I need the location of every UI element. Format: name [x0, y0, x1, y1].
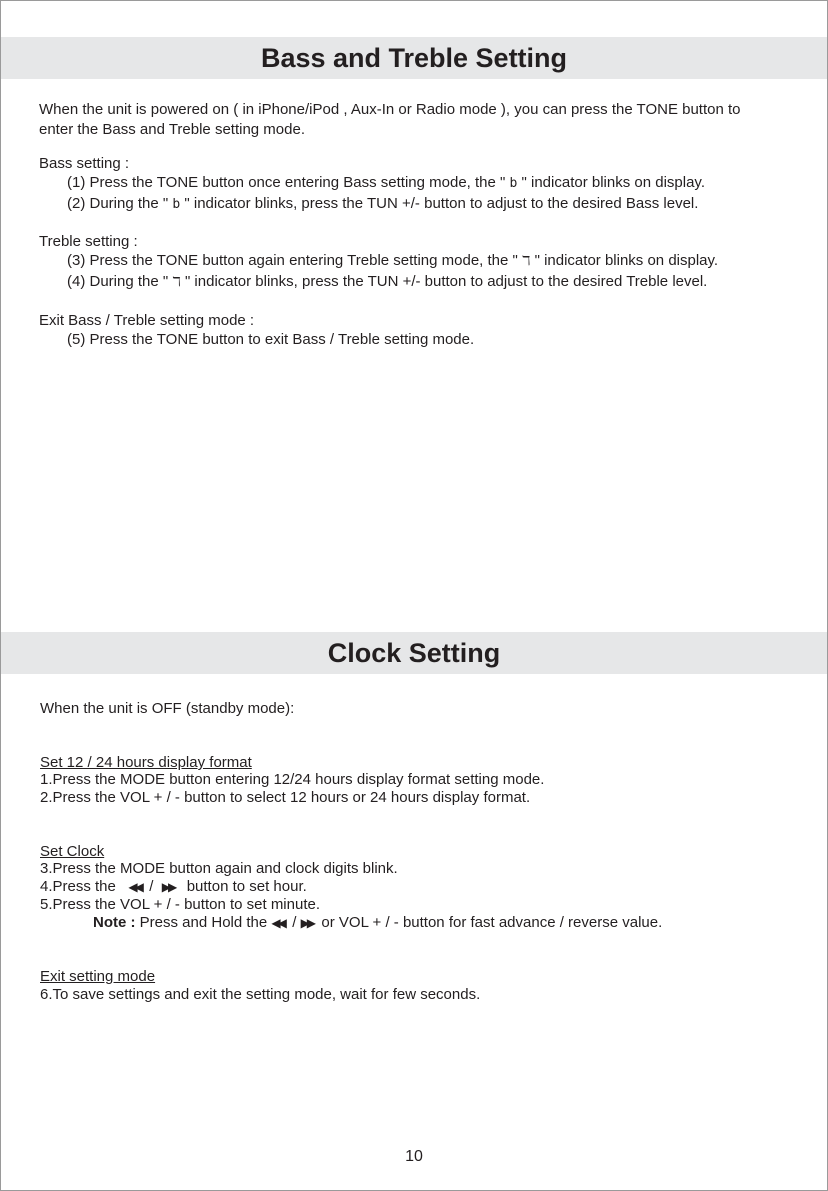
treble-indicator-glyph: ℸ: [172, 275, 181, 290]
clock-title: Clock Setting: [327, 637, 501, 668]
exit-setting-heading: Exit setting mode: [40, 968, 156, 985]
clock-step-1: 1.Press the MODE button entering 12/24 hours display format setting mode.: [40, 771, 545, 788]
rewind-icon: ◀◀: [271, 916, 284, 930]
bass-step-2-text-b: " indicator blinks, press the TUN +/- button to adjust to the desired Bass level.: [184, 195, 699, 212]
clock-step-3: 3.Press the MODE button again and clock digits blink.: [40, 860, 398, 877]
clock-step-5: 5.Press the VOL + / - button to set minute.: [40, 896, 321, 913]
exit-bass-treble-heading: Exit Bass / Treble setting mode :: [39, 312, 255, 329]
slash: /: [149, 878, 154, 895]
set-clock-heading: Set Clock: [40, 843, 105, 860]
bass-treble-title-band: [1, 37, 827, 79]
treble-setting-heading: Treble setting :: [39, 233, 138, 250]
clock-step-6: 6.To save settings and exit the setting mode, wait for few seconds.: [40, 986, 481, 1003]
clock-title-band: [1, 632, 827, 674]
bass-treble-intro-line1: When the unit is powered on ( in iPhone/iPod , Aux-In or Radio mode ), you can press the TONE button to: [39, 101, 741, 118]
clock-intro: When the unit is OFF (standby mode):: [40, 700, 295, 717]
rewind-icon: ◀◀: [128, 880, 141, 894]
bass-treble-title: Bass and Treble Setting: [260, 42, 568, 73]
treble-step-3-text-b: " indicator blinks on display.: [534, 252, 719, 269]
page-number: 10: [405, 1148, 423, 1165]
treble-step-3-text-a: (3) Press the TONE button again entering Treble setting mode, the ": [67, 252, 518, 269]
slash: /: [292, 914, 297, 931]
bass-step-1-text-a: (1) Press the TONE button once entering Bass setting mode, the ": [67, 174, 506, 191]
note-text-a: Press and Hold the: [139, 914, 268, 931]
treble-indicator-glyph: ℸ: [522, 254, 531, 269]
bass-step-1-text-b: " indicator blinks on display.: [521, 174, 705, 191]
bass-indicator-glyph: b: [509, 176, 518, 191]
clock-step-4-text-b: button to set hour.: [186, 878, 307, 895]
treble-step-4-text-a: (4) During the ": [67, 273, 169, 290]
note-label: Note :: [93, 914, 136, 931]
bass-step-2-text-a: (2) During the ": [67, 195, 169, 212]
bass-indicator-glyph: b: [172, 197, 181, 212]
bass-treble-intro-line2: enter the Bass and Treble setting mode.: [39, 121, 305, 138]
treble-step-4-text-b: " indicator blinks, press the TUN +/- button to adjust to the desired Treble level.: [184, 273, 708, 290]
fast-forward-icon: ▶▶: [300, 916, 314, 930]
exit-step-5: (5) Press the TONE button to exit Bass / Treble setting mode.: [67, 331, 475, 348]
bass-step-2: [67, 195, 698, 214]
clock-step-2: 2.Press the VOL + / - button to select 12 hours or 24 hours display format.: [40, 789, 531, 806]
bass-setting-heading: Bass setting :: [39, 155, 130, 172]
treble-step-4: [67, 273, 707, 292]
note-text-b: or VOL + / - button for fast advance / reverse value.: [321, 914, 663, 931]
format-heading: Set 12 / 24 hours display format: [40, 754, 252, 771]
clock-step-4: [40, 878, 307, 896]
treble-step-3: [67, 252, 718, 271]
clock-step-4-text-a: 4.Press the: [40, 878, 116, 895]
bass-step-1: [67, 174, 705, 193]
clock-note: [93, 914, 662, 932]
fast-forward-icon: ▶▶: [161, 880, 175, 894]
